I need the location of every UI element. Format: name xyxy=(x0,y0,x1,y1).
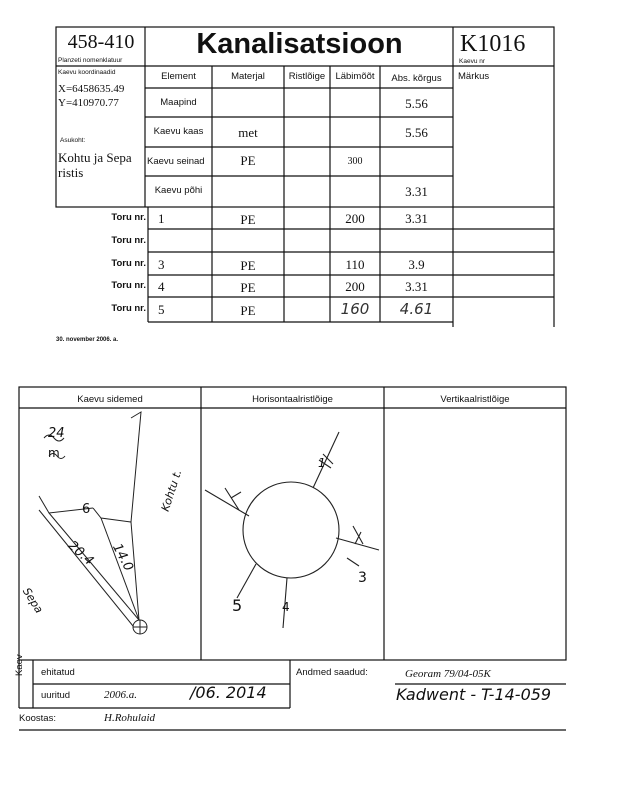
label-distance-2: 14.0 xyxy=(109,541,136,574)
element-walls: Kaevu seinad xyxy=(147,156,205,167)
handwritten-date: /06. 2014 xyxy=(190,683,267,702)
pipe-label-3: Toru nr. xyxy=(111,258,146,269)
pipe-diameter-4: 200 xyxy=(345,279,365,294)
height-ground: 5.56 xyxy=(405,96,428,111)
pipe-material-5: PE xyxy=(240,303,256,318)
pipe-label-1: Toru nr. xyxy=(111,212,146,223)
handwritten-reference: Kadwent - T-14-059 xyxy=(396,685,552,704)
label-distance-1: 20.4 xyxy=(64,538,97,569)
pipe-diameter-3: 110 xyxy=(345,257,365,272)
built-label: ehitatud xyxy=(41,667,75,678)
header-abs-height: Abs. kõrgus xyxy=(391,73,442,84)
pipe-nr-5: 5 xyxy=(158,302,165,317)
date-note: 30. november 2006. a. xyxy=(56,337,119,343)
column-vertical-section: Vertikaalristlõige xyxy=(440,394,510,405)
column-horizontal-section: Horisontaalristlõige xyxy=(252,394,333,405)
well-id-caption: Kaevu nr xyxy=(459,58,486,65)
pipe-mark-1: 1 xyxy=(318,456,326,470)
well-links-sketch xyxy=(19,408,201,660)
header-diameter: Läbimõõt xyxy=(335,71,375,82)
material-walls: PE xyxy=(240,153,256,168)
data-from-label: Andmed saadud: xyxy=(296,667,368,678)
label-street-sepa: Sepa xyxy=(19,585,46,616)
pipe-mark-5: 5 xyxy=(232,596,243,615)
material-lid: met xyxy=(238,125,258,140)
label-m: m xyxy=(48,446,60,460)
label-24: 24 xyxy=(48,426,65,441)
well-id: K1016 xyxy=(460,31,526,57)
pipe-label-5: Toru nr. xyxy=(111,303,146,314)
pipe-height-4: 3.31 xyxy=(405,279,428,294)
column-well-links: Kaevu sidemed xyxy=(77,394,143,405)
coordinates-label: Kaevu koordinaadid xyxy=(58,69,116,76)
pipe-diameter-1: 200 xyxy=(345,211,365,226)
pipe-height-3: 3.9 xyxy=(408,257,425,272)
compiled-label: Koostas: xyxy=(19,713,56,724)
renewed-label: uuritud xyxy=(41,690,71,701)
height-lid: 5.56 xyxy=(405,125,428,140)
pipe-nr-3: 3 xyxy=(158,257,165,272)
pipe-label-2: Toru nr. xyxy=(111,235,146,246)
diameter-walls: 300 xyxy=(347,156,363,167)
compiled-value: H.Rohulaid xyxy=(104,712,156,724)
pipe-mark-3: 3 xyxy=(358,570,367,586)
element-bottom: Kaevu põhi xyxy=(154,185,203,196)
header-cross-section: Ristlõige xyxy=(288,71,326,82)
pipe-height-5: 4.61 xyxy=(399,300,434,318)
coordinate-y: Y=410970.77 xyxy=(58,97,119,109)
pipe-material-4: PE xyxy=(240,280,256,295)
label-street-kohtu: Kohtu t. xyxy=(158,467,185,514)
label-six: 6 xyxy=(82,502,91,517)
element-ground: Maapind xyxy=(160,97,197,108)
pipe-label-4: Toru nr. xyxy=(111,280,146,291)
location-line-2: ristis xyxy=(58,165,84,180)
sheet-number-caption: Planzeti nomenklatuur xyxy=(58,57,123,64)
pipe-material-3: PE xyxy=(240,258,256,273)
pipe-mark-4: 4 xyxy=(282,600,290,614)
pipe-diameter-5: 160 xyxy=(340,300,370,318)
pipe-height-1: 3.31 xyxy=(405,211,428,226)
location-label: Asukoht: xyxy=(60,137,86,144)
pipe-material-1: PE xyxy=(240,212,256,227)
location-line-1: Kohtu ja Sepa xyxy=(58,150,132,165)
well-side-label: Kaev xyxy=(14,654,25,676)
header-element: Element xyxy=(161,71,196,82)
data-from-value: Georam 79/04-05K xyxy=(405,668,491,680)
height-bottom: 3.31 xyxy=(405,184,428,199)
horizontal-section-sketch xyxy=(201,408,384,660)
header-remarks: Märkus xyxy=(458,71,490,82)
page-title: Kanalisatsioon xyxy=(196,28,403,60)
element-lid: Kaevu kaas xyxy=(153,126,204,137)
pipe-nr-1: 1 xyxy=(158,211,165,226)
sheet-number: 458-410 xyxy=(67,31,135,53)
header-material: Materjal xyxy=(231,71,265,82)
coordinate-x: X=6458635.49 xyxy=(58,83,125,95)
pipe-nr-4: 4 xyxy=(158,279,165,294)
renewed-value: 2006.a. xyxy=(104,689,137,701)
